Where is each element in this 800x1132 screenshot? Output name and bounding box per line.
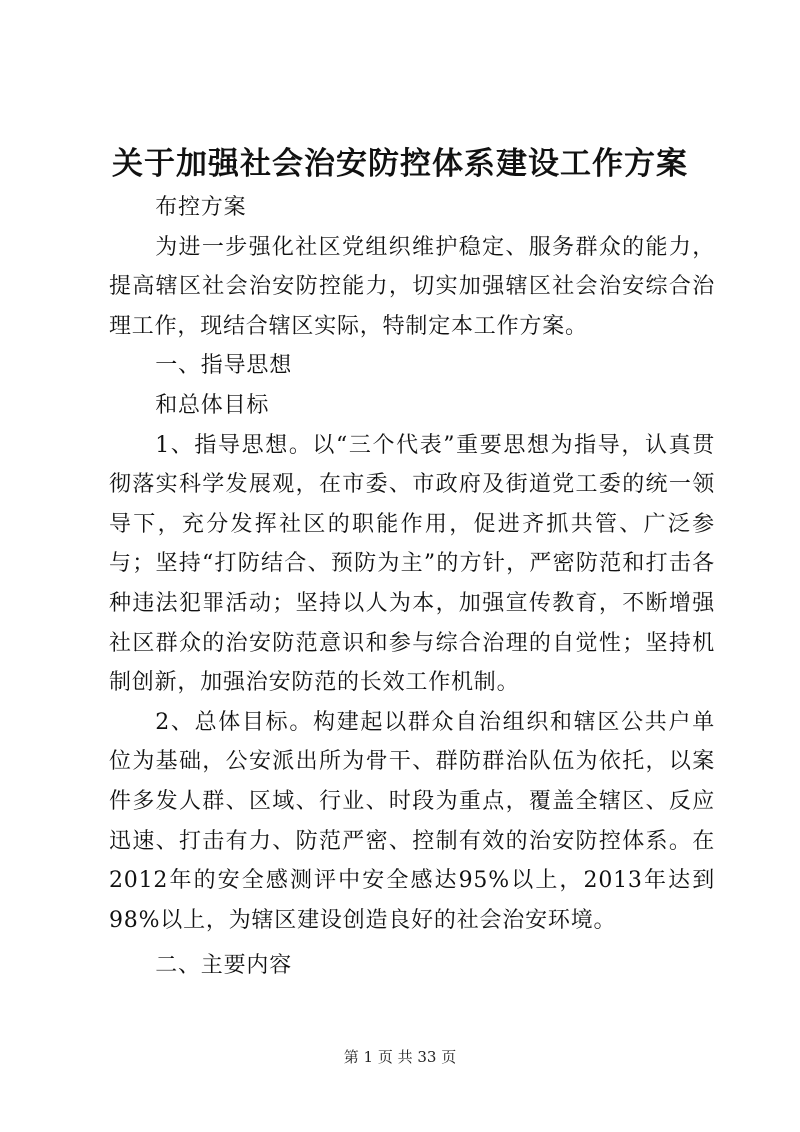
document-title: 关于加强社会治安防控体系建设工作方案 [112,146,688,182]
heading-main-content: 二、主要内容 [155,953,292,979]
heading-overall-goal: 和总体目标 [155,392,270,418]
paragraph-intro: 为进一步强化社区党组织维护稳定、服务群众的能力，提高辖区社会治安防控能力，切实加强辖区社会治安综合治理工作，现结合辖区实际，特制定本工作方案。 [109,234,715,339]
page-footer: 第 1 页 共 33 页 [343,1048,457,1066]
paragraph-guiding-thought: 1、指导思想。以“三个代表”重要思想为指导，认真贯彻落实科学发展观，在市委、市政府及街道党工委的统一领导下，充分发挥社区的职能作用，促进齐抓共管、广泛参与；坚持“打防结合、预防为主”的方针，严密防范和打击各种违法犯罪活动；坚持以人为本，加强宣传教育，不断增强社区群众的治安防范意识和参与综合治理的自觉性；坚持机制创新，加强治安防范的长效工作机制。 [109,432,715,696]
heading-guiding-thought: 一、指导思想 [155,353,292,379]
paragraph-overall-goal: 2、总体目标。构建起以群众自治组织和辖区公共户单位为基础，公安派出所为骨干、群防群治队伍为依托，以案件多发人群、区域、行业、时段为重点，覆盖全辖区、反应迅速、打击有力、防范严密、控制有效的治安防控体系。在2012年的安全感测评中安全感达95%以上，2013年达到98%以上，为辖区建设创造良好的社会治安环境。 [109,709,715,933]
document-body [109,188,715,986]
paragraph-subtitle: 布控方案 [155,195,247,220]
